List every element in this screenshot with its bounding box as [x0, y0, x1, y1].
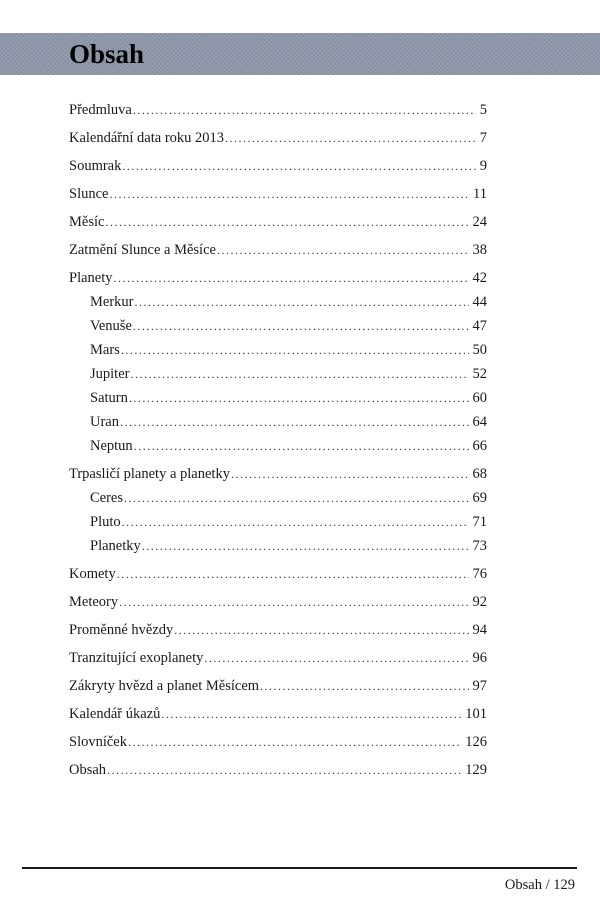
toc-entry-page: 7	[479, 130, 487, 146]
toc-entry-title: Jupiter	[90, 366, 130, 382]
dot-leader	[122, 157, 475, 176]
toc-entry-title: Pluto	[90, 514, 121, 530]
dot-leader	[174, 621, 468, 640]
toc-entry	[69, 241, 487, 260]
toc-entry-page: 11	[473, 186, 487, 202]
toc-entry-page: 5	[479, 102, 487, 118]
toc-entry	[69, 293, 487, 312]
toc-entry	[69, 537, 487, 556]
toc-entry	[69, 565, 487, 584]
toc-entry-title: Slunce	[69, 186, 109, 202]
dot-leader	[128, 733, 461, 752]
toc-entry-page: 92	[472, 594, 487, 610]
dot-leader	[114, 269, 469, 288]
toc-entry	[69, 213, 487, 232]
toc-entry-title: Planety	[69, 270, 113, 286]
toc-entry-title: Obsah	[69, 762, 107, 778]
toc-entry-title: Kalendářní data roku 2013	[69, 130, 225, 146]
toc-entry	[69, 389, 487, 408]
toc-entry-page: 73	[472, 538, 487, 554]
toc-entry	[69, 341, 487, 360]
toc-entry-title: Tranzitující exoplanety	[69, 650, 204, 666]
dot-leader	[120, 413, 469, 432]
toc-entry-page: 126	[465, 734, 487, 750]
toc-entry-title: Zákryty hvězd a planet Měsícem	[69, 678, 260, 694]
toc-entry-title: Kalendář úkazů	[69, 706, 161, 722]
toc-entry	[69, 185, 487, 204]
toc-entry-page: 69	[472, 490, 487, 506]
toc-entry	[69, 593, 487, 612]
dot-leader	[119, 593, 468, 612]
toc-entry	[69, 413, 487, 432]
toc-entry-title: Měsíc	[69, 214, 105, 230]
toc-entry-title: Mars	[90, 342, 120, 358]
toc-entry-title: Venuše	[90, 318, 132, 334]
dot-leader	[133, 101, 476, 120]
toc-entry-page: 44	[472, 294, 487, 310]
dot-leader	[161, 705, 461, 724]
toc-entry-page: 101	[465, 706, 487, 722]
toc-entry-page: 94	[472, 622, 487, 638]
toc-entry-page: 68	[472, 466, 487, 482]
toc-entry	[69, 317, 487, 336]
toc-entry	[69, 513, 487, 532]
toc-entry-page: 64	[472, 414, 487, 430]
toc-entry-page: 52	[472, 366, 487, 382]
toc-entry-title: Trpasličí planety a planetky	[69, 466, 230, 482]
toc-entry	[69, 621, 487, 640]
dot-leader	[121, 341, 469, 360]
dot-leader	[135, 293, 469, 312]
toc-entry-title: Merkur	[90, 294, 134, 310]
toc-entry-page: 24	[472, 214, 487, 230]
toc-entry-title: Proměnné hvězdy	[69, 622, 174, 638]
toc-entry-page: 9	[479, 158, 487, 174]
toc-entry	[69, 465, 487, 484]
dot-leader	[107, 761, 461, 780]
toc-entry-title: Komety	[69, 566, 116, 582]
footer-rule	[22, 867, 577, 869]
dot-leader	[122, 513, 469, 532]
toc-entry-page: 97	[472, 678, 487, 694]
dot-leader	[130, 365, 468, 384]
toc-entry-page: 50	[472, 342, 487, 358]
toc-entry-page: 66	[472, 438, 487, 454]
toc-entry	[69, 129, 487, 148]
page-title: Obsah	[69, 39, 145, 69]
toc-entry-title: Planetky	[90, 538, 141, 554]
dot-leader	[142, 537, 469, 556]
toc-entry	[69, 365, 487, 384]
toc-entry-title: Meteory	[69, 594, 119, 610]
dot-leader	[231, 465, 469, 484]
dot-leader	[217, 241, 469, 260]
toc-entry-title: Saturn	[90, 390, 128, 406]
dot-leader	[260, 677, 468, 696]
toc-entry-page: 42	[472, 270, 487, 286]
toc-entry-title: Zatmění Slunce a Měsíce	[69, 242, 216, 258]
toc-entry	[69, 649, 487, 668]
toc-entry-title: Soumrak	[69, 158, 122, 174]
toc-entry	[69, 101, 487, 120]
toc-entry-page: 76	[472, 566, 487, 582]
toc-entry	[69, 269, 487, 288]
toc-entry-title: Uran	[90, 414, 119, 430]
toc-entry	[69, 761, 487, 780]
table-of-contents	[69, 98, 487, 780]
toc-entry-page: 47	[472, 318, 487, 334]
toc-entry-title: Ceres	[90, 490, 124, 506]
dot-leader	[134, 437, 469, 456]
toc-entry-title: Neptun	[90, 438, 133, 454]
dot-leader	[109, 185, 469, 204]
toc-entry-page: 60	[472, 390, 487, 406]
toc-entry-page: 38	[472, 242, 487, 258]
dot-leader	[133, 317, 469, 336]
toc-entry-page: 129	[465, 762, 487, 778]
toc-entry	[69, 157, 487, 176]
dot-leader	[129, 389, 469, 408]
running-footer: Obsah / 129	[504, 877, 575, 893]
dot-leader	[105, 213, 468, 232]
toc-entry-title: Slovníček	[69, 734, 127, 750]
toc-entry	[69, 677, 487, 696]
header-band	[0, 33, 600, 75]
toc-entry	[69, 705, 487, 724]
toc-entry	[69, 437, 487, 456]
toc-entry	[69, 489, 487, 508]
toc-entry-page: 96	[472, 650, 487, 666]
toc-entry	[69, 733, 487, 752]
toc-entry-title: Předmluva	[69, 102, 132, 118]
dot-leader	[225, 129, 476, 148]
dot-leader	[204, 649, 468, 668]
dot-leader	[117, 565, 469, 584]
dot-leader	[124, 489, 468, 508]
toc-entry-page: 71	[472, 514, 487, 530]
